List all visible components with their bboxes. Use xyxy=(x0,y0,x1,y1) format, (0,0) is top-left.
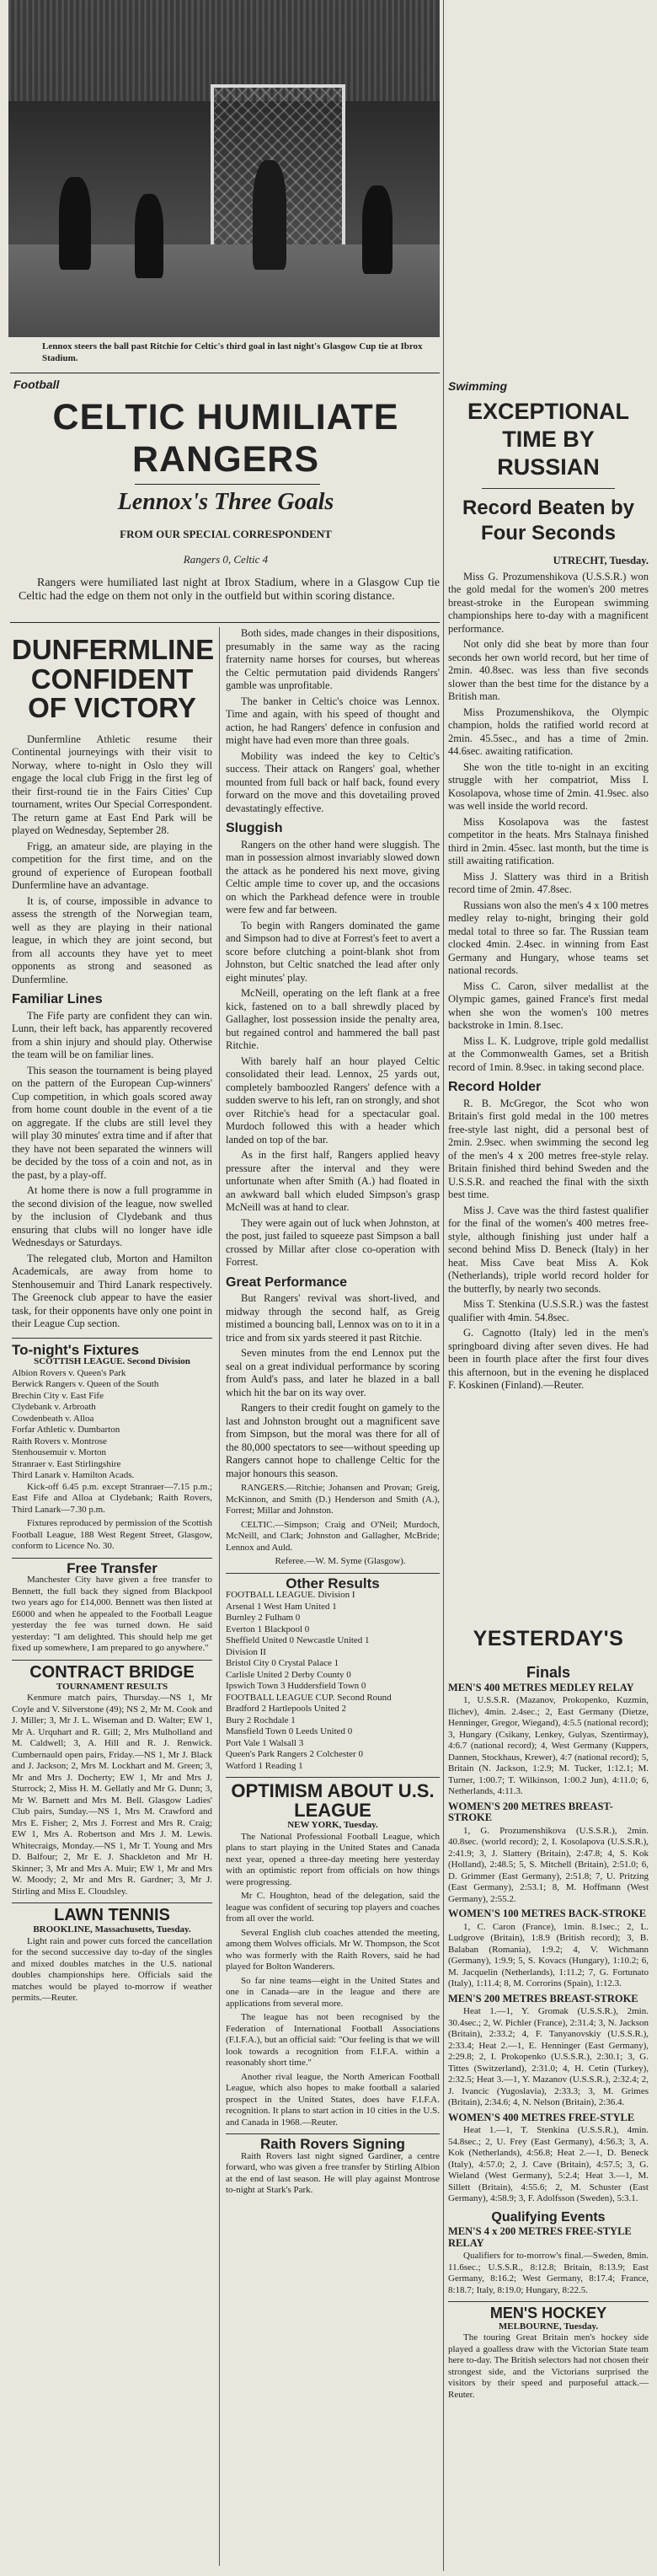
match-photo-block xyxy=(8,0,440,369)
celtic-byline: FROM OUR SPECIAL CORRESPONDENT xyxy=(120,528,332,540)
celtic-headline: CELTIC HUMILIATE RANGERS xyxy=(52,397,399,480)
great-performance-head: Great Performance xyxy=(226,1275,348,1290)
optimism-block: OPTIMISM ABOUT U.S. LEAGUE NEW YORK, Tuesday. The National Professional Football League, which plans to start playing in the United States and Canada next year, opened a three-day meeting here yesterday with an optimistic report from officials on how things were progressing. Mr C. Houghton, head of the delegation, said the league was confident of securing top players and coaches from all over the world. Several English club coaches attended the meeting, among them Wolves officials. Mr W. Thompson, the Scot who was formerly with the Raith Rovers, said he had played for Bolton Wanderers. So far nine teams—eight in the United States and one in Canada—are in the league and there are applications from several more. The league has not been recognised by the Federation of International Football Associations (F.I.F.A.), but an official said: "Our feeling is that we will look towards a recognition from F.I.F.A. within a reasonably short time." Another rival league, the North American Football League, which also hopes to make football a salaried prospect in the United States, does have F.I.F.A. recognition. It plans to start action in 10 cities in the U.S. and Canada in 1968.—Reuter. xyxy=(226,1777,440,2128)
swimming-headline: EXCEPTIONAL TIME BY RUSSIAN xyxy=(467,399,630,480)
celtic-score: Rangers 0, Celtic 4 xyxy=(183,553,269,566)
yesterdays-results: Finals MEN'S 400 METRES MEDLEY RELAY 1, U.S.S.R. (Mazanov, Prokopenko, Kuzmin, Ilichev), 4min. 2.4sec.; 2, East Germany (Dietze, Henninger, Gregor, Wiegand), 4:5.5 (national record); 3, Hungary (Csikany, Lenkey, Gulyas, Szentirmay), 4:6.7 (national record); 4, West Germany (Kuppers, Dannen, Stockhaus, Krewer), 4:7 (national record); 5, Britain (N. Jackson, 1:2.9; M. Tucker, 1:12.1; M. Turner, 1:00.7; T. Wilkinson, 1:00.2 Jun), 4:11.0; 6, Netherlands, 4:11.3. WOMEN'S 200 METRES BREAST-STROKE 1, G. Prozumenshikova (U.S.S.R.), 2min. 40.8sec. (world record); 2, I. Kosolapova (U.S.S.R.), 2:41.9; 3, J. Slattery (Britain), 2:47.8; 4, S. Kok (Holland), 2:48.5; 5, S. Mitchell (Britain), 2:51.0; 6, D. Grimmer (East Germany), 2:51.8; 7, U. Pritzing (East Germany), 2:53.1; 8, M. Hoffmann (West Germany), 2:55.2. WOMEN'S 100 METRES BACK-STROKE 1, C. Caron (France), 1min. 8.1sec.; 2, L. Ludgrove (Britain), 1:8.9 (British record); 3, B. Balaban (Romania), 1:9.2; 4, V. Wichmann (Germany), 1:9.9; 5, S. Kovacs (Hungary), 1:10.2; 6, M. Jacquelin (Netherlands), 1:11.2; 7, G. Fortunato (Italy), 1:11.4; 8, M. Corrorins (Spain), 1:12.3. MEN'S 200 METRES BREAST-STROKE Heat 1.—1, Y. Gromak (U.S.S.R.), 2min. 30.4sec.; 2, W. Pichler (France), 2:31.4; 3, N. Jackson (Britain), 2:33.2; 4, F. Tanyanovskiy (U.S.S.R.), 2:33.4; Heat 2.—1, E. Henninger (East Germany), 2:29.8; 2, I. Prokopenko (U.S.S.R.), 2:30.1; 3, G. Tittes (Switzerland), 2:31.0; 4, H. Cetin (Turkey), 2:32.5; Heat 3.—1, Y. Mazanov (U.S.S.R.), 2:32.4; 2, J. Ivancic (Yugoslavia), 2:33.3; 3, M. Grimes (Britain), 2:34.6; 4, N. Nelson (Britain), 2:36.4. WOMEN'S 400 METRES FREE-STYLE Heat 1.—1, T. Stenkina (U.S.S.R.), 4min. 54.8sec.; 2, U. Frey (East Germany), 4:56.3; 3, A. Kok (Netherlands), 4:56.8; Heat 2.—1, D. Beneck (Italy), 4:57.0; 2, J. Cave (Britain), 4:57.5; 3, G. Wieland (West Germany), 5:2.4; Heat 3.—1, M. Sillett (Britain), 4:55.6; 2, M. Schuster (East Germany), 4:58.9; 3, F. Adolfsson (Sweden), 5:3.1. Qualifying Events MEN'S 4 x 200 METRES FREE-STYLE RELAY Qualifiers for to-morrow's final.—Sweden, 8min. 11.6sec.; U.S.S.R., 8:12.8; Britain, 8:13.9; East Germany, 8:16.2; West Germany, 8:17.4; France, 8:18.7; Italy, 8:19.0; Hungary, 8:22.5. MEN'S HOCKEY MELBOURNE, Tuesday. The touring Great Britain men's hockey side played a goalless draw with the Victorian State team here to-day. The British selectors had not chosen their strongest side, and the Victorians surprised the visitors by their speed and purposeful attack.—Reuter. xyxy=(448,1664,649,2400)
tennis-block: LAWN TENNIS BROOKLINE, Massachusetts, Tuesday. Light rain and power cuts forced the cancellation for the second successive day to-day of the singles and mixed doubles matches in the U.S. national doubles championships here. Officials said the matches would be played to-morrow if weather permits.—Reuter. xyxy=(12,1902,212,2004)
celtic-subhead: Lennox's Three Goals xyxy=(117,489,334,515)
section-tag-football: Football xyxy=(13,378,60,391)
column-middle: Both sides, made changes in their dispositions, presumably in the same way as the racing fraternity name horses for courses, but whereas the Celtic permutation paid dividends Rangers' gamble was unprofitable. The banker in Celtic's choice was Lennox. Time and again, with his speed of thought and action, he had Rangers' defence in confusion and might have had even more than three goals. Mobility was indeed the key to Celtic's success. Their attack on Rangers' goal, whether mounted from full back or half back, found every forward on the move and this dovetailing proved devastatingly effective. Sluggish Rangers on the other hand were sluggish. The man in possession almost invariably slowed down the attack as he pondered his next move, giving Celtic ample time to cover up, and the occasions on which the Parkhead defence were in trouble were few and far between. To begin with Rangers dominated the game and Simpson had to dive at Forrest's feet to avert a score before clutching a point-blank shot from Johnston, but Celtic snatched the lead after only eight minutes' play. McNeill, operating on the left flank at a free kick, fastened on to a ball shrewdly placed by Gallagher, lost possession inside the penalty area, but regained control and hammered the ball past Ritchie. With barely half an hour played Celtic consolidated their lead. Lennox, 25 yards out, completely bamboozled Rangers' defence with a sudden swerve to his left, ran on strongly, and shot over Ritchie's head for a spectacular goal. Murdoch followed this with a header which landed on top of the bar. As in the first half, Rangers applied heavy pressure after the interval and they were unfortunate when after Smith (A.) had floated in an awkward ball which eluded Simpson's grasp McNeill was at hand to clear. They were again out of luck when Johnston, at the post, just failed to squeeze past Simpson a ball crossed by Millar after close co-operation with Forrest. Great Performance But Rangers' revival was short-lived, and midway through the second half, as Greig mistimed a bouncing ball, Lennox was on to it in a trice and from six yards steered it past Ritchie. Seven minutes from the end Lennox put the seal on a great individual performance by scoring from Auld's pass, and later he blazed in a ball which hit the bar on its way over. Rangers to their credit fought on gamely to the last and Johnston brought out a magnificent save from Simpson, but the moral was there for all of the 80,000 spectators to see—without speeding up Rangers cannot hope to challenge Celtic for the major honours this season. RANGERS.—Ritchie; Johansen and Provan; Greig, McKinnon, and Smith (D.) Henderson and Smith (A.), Forrest; Millar and Johnston. CELTIC.—Simpson; Craig and O'Neil; Murdoch, McNeill, and Clark; Johnston and Gallagher, McBride; Lennox and Auld. Referee.—W. M. Syme (Glasgow). Other Results FOOTBALL LEAGUE. Division I Arsenal 1 West Ham United 1 Burnley 2 Fulham 0 Everton 1 Blackpool 0 Sheffield United 0 Newcastle United 1 Division II Bristol City 0 Crystal Palace 1 Carlisle United 2 Derby County 0 Ipswich Town 3 Huddersfield Town 0 FOOTBALL LEAGUE CUP. Second Round Bradford 2 Hartlepools United 2 Bury 2 Rochdale 1 Mansfield Town 0 Leeds United 0 Port Vale 1 Walsall 3 Queen's Park Rangers 2 Colchester 0 Watford 1 Reading 1 OPTIMISM ABOUT U.S. LEAGUE NEW YORK, Tuesday. The National Professional Football League, which plans to start playing in the United States and Canada next year, opened a three-day meeting here yesterday with an optimistic report from officials on how things were progressing. Mr C. Houghton, head of the delegation, said the league was confident of securing top players and coaches from all over the world. Several English club coaches attended the meeting, among them Wolves officials. Mr W. Thompson, the Scot who was formerly with the Raith Rovers, said he had played for Bolton Wanderers. So far nine teams—eight in the United States and one in Canada—are in the league and there are applications from several more. The league has not been recognised by the Federation of International Football Associations (F.I.F.A.), but an official said: "Our feeling is that we will look towards a recognition from F.I.F.A. within a reasonably short time." Another rival league, the North American Football League, which also hopes to make football a salaried prospect in the United States, does have F.I.F.A. recognition. It plans to start action in 10 cities in the U.S. and Canada in 1968.—Reuter. Raith Rovers Signing Raith Rovers last night signed Gardiner, a centre forward, who was given a free transfer by Stirling Albion at the end of last season. He will play against Montrose to-night at Stark's Park. xyxy=(226,627,440,2196)
section-tag-swimming: Swimming xyxy=(448,379,508,393)
raith-block: Raith Rovers Signing Raith Rovers last night signed Gardiner, a centre forward, who was given a free transfer by Stirling Albion at the end of last season. He will play against Montrose to-night at Stark's Park. xyxy=(226,2133,440,2197)
yesterdays-headline: YESTERDAY'S xyxy=(473,1627,624,1650)
swimming-block: Swimming EXCEPTIONAL TIME BY RUSSIAN Record Beaten by Four Seconds UTRECHT, Tuesday. Miss G. Prozumenshikova (U.S.S.R.) won the gold medal for the women's 200 metres breast-stroke in the European swimming championships here to-day with a magnificent performance. Not only did she beat by more than four seconds her own world record, but her time of 2min. 40.8sec. was less than five seconds slower than the best time for the distance by a British man. Miss Prozumenshikova, the Olympic champion, holds the ratified world record at 2min. 45.5sec., and has a time of 2min. 44.6sec. awaiting ratification. She won the title to-night in an exciting struggle with her compatriot, Miss I. Kosolapova, whose time of 2min. 41.9sec. also was well inside the world record. Miss Kosolapova was the fastest competitor in the heats. Mrs Stalnaya finished third in 2min. 45sec. last month, but the time is still awaiting ratification. Miss J. Slattery was third in a British record time of 2min. 47.8sec. Russians won also the men's 4 x 100 metres medley relay to-night, bringing their gold medal total to three so far. The Russian team clocked 4min. 2.4sec. in winning from East Germany and Hungary, whose teams set national records. Miss C. Caron, silver medallist at the Olympic games, gained France's first medal when she won the women's 100 metres backstroke in 1min. 8.1sec. Miss L. K. Ludgrove, triple gold medallist at the Commonwealth Games, set a British record of 1min. 8.9sec. in taking second place. Record Holder R. B. McGregor, the Scot who won Britain's first gold medal in the 100 metres free-style last night, did a personal best of 2min. 2.9sec. when swimming the second leg of the men's 4 x 200 metres free-style relay. Britain finished third behind Sweden and the U.S.S.R. and reached the final with the sixth best time. Miss J. Cave was the third fastest qualifier for the final of the women's 400 metres free-style, although finishing just under half a second behind Miss D. Beneck (Italy) in her heat. Miss Cave beat Miss A. Kok (Netherlands), triple world record holder for the butterfly, by nearly two seconds. Miss T. Stenkina (U.S.S.R.) was the fastest qualifier with 4min. 54.8sec. G. Cagnotto (Italy) led in the men's springboard diving after seven dives. He had been in fourth place after the first four dives this afternoon, but in the evening he displaced F. Koskinen (Finland).—Reuter. xyxy=(448,379,649,1391)
dunfermline-headline: DUNFERMLINE CONFIDENT OF VICTORY xyxy=(12,634,215,724)
other-results-block: Other Results FOOTBALL LEAGUE. Division I Arsenal 1 West Ham United 1 Burnley 2 Fulham 0 Everton 1 Blackpool 0 Sheffield United 0 Newcastle United 1 Division II Bristol City 0 Crystal Palace 1 Carlisle United 2 Derby County 0 Ipswich Town 3 Huddersfield Town 0 FOOTBALL LEAGUE CUP. Second Round Bradford 2 Hartlepools United 2 Bury 2 Rochdale 1 Mansfield Town 0 Leeds United 0 Port Vale 1 Walsall 3 Queen's Park Rangers 2 Colchester 0 Watford 1 Reading 1 xyxy=(226,1573,440,1773)
photo-caption: Lennox steers the ball past Ritchie for Celtic's third goal in last night's Glasgow Cup tie at Ibrox Stadium. xyxy=(42,341,423,363)
record-holder-head: Record Holder xyxy=(448,1080,542,1094)
sluggish-head: Sluggish xyxy=(226,821,283,835)
bridge-block: CONTRACT BRIDGE TOURNAMENT RESULTS Kenmure match pairs, Thursday.—NS 1, Mr Coyle and V. Silverstone (49); NS 2, Mr M. Cook and J. Miller; 3, Mr J. L. Wiseman and D. Walter; EW 1, Mr A. Urquhart and R. Gill; 2, Mrs Mulholland and M. Caldwell; 3, A. Hill and R. J. Renwick. Cumbernauld open pairs, Friday.—NS 1, Mr J. Black and J. Jackson; 2, Mrs M. Lockhart and M. Green; 3, Mr and Mrs J. Docherty; EW 1, Mr and Mrs J. Sturrock; 2, Miss H. M. Gellatly and Mr G. Dunn; 3, Mr W. Barnett and Mrs M. Bell. Glasgow Ladies' Club pairs, Sunday.—NS 1, Mrs M. Crawford and Mrs E. Fisher; 2, Mrs J. Forrest and Mrs R. Craig; EW 1, Mrs A. Robertson and Mrs J. M. Lewis. Whitecraigs, Monday.—NS 1, Mr T. Young and Mrs D. Balfour; 2, Mr E. J. Shackleton and Mr H. Skinner; 3, Mr and Mrs A. Muir; EW 1, Mr and Mrs W. Moody; 2, Mr and Mrs R. Gardner; 3, Mr J. Stirling and Miss E. Cloudsley. xyxy=(12,1660,212,1898)
swimming-subhead: Record Beaten by Four Seconds xyxy=(462,496,635,545)
celtic-lead: Rangers were humiliated last night at Ibrox Stadium, where in a Glasgow Cup tie Celtic had the edge on them not only in the outfield but within scoring distance. xyxy=(19,577,440,603)
match-photo xyxy=(8,0,440,337)
free-transfer-block: Free Transfer Manchester City have given a free transfer to Bennett, the full back they signed from Blackpool two years ago for £14,000. Bennett was then listed at £6000 and when he appealed to the Football League yesterday the fee was turned down. He said yesterday: "I am delighted. This should help me get fixed up somewhere, I am prepared to go anywhere." xyxy=(12,1558,212,1655)
column-left: DUNFERMLINE CONFIDENT OF VICTORY Dunfermline Athletic resume their Continental journeyings with their visit to Norway, where to-night in Oslo they will engage the local club Frigg in the first leg of their first-round tie in the Fairs Cities' Cup tournament, writes Our Special Correspondent. The return game at East End Park will be played on Wednesday, September 28. Frigg, an amateur side, are playing in the competition for the first time, and on the ground of experience of European football Dunfermline have an advantage. It is, of course, impossible in advance to assess the strength of the Norwegian team, well as they are playing in their national league, in which they are joint second, but from all accounts they have yet to meet opponents as strong and seasoned as Dunfermline. Familiar Lines The Fife party are confident they can win. Lunn, their left back, has apparently recovered from a shin injury and should play. Otherwise the team will be on familiar lines. This season the tournament is being played on the pattern of the European Cup-winners' Cup competition, in which goals scored away from home count double in the event of a tie on aggregate. If the clubs are still level they will play 30 minutes' extra time and if after that they have not been separated the winners will be decided by the toss of a coin and not, as in the past, by a play-off. At home there is now a full programme in the second division of the league, now swelled by the inclusion of Clydebank and thus ensuring that clubs will no longer have idle Wednesdays or Saturdays. The relegated club, Morton and Hamilton Academicals, are away from home to Stenhousemuir and Third Lanark respectively. The Greenock club appear to have the easier task, for their opponents have only one point in their League Cup section. To-night's Fixtures SCOTTISH LEAGUE. Second Division Albion Rovers v. Queen's Park Berwick Rangers v. Queen of the South Brechin City v. East Fife Clydebank v. Arbroath Cowdenbeath v. Alloa Forfar Athletic v. Dumbarton Raith Rovers v. Montrose Stenhousemuir v. Morton Stranraer v. East Stirlingshire Third Lanark v. Hamilton Acads. Kick-off 6.45 p.m. except Stranraer—7.15 p.m.; East Fife and Alloa at Clydebank; Raith Rovers, Third Lanark—7.30 p.m. Fixtures reproduced by permission of the Scottish Football League, 188 West Regent Street, Glasgow, conform to Licence No. 30. Free Transfer Manchester City have given a free transfer to Bennett, the full back they signed from Blackpool two years ago for £14,000. Bennett was then listed at £6000 and when he appealed to the Football League yesterday the fee was turned down. He said yesterday: "I am delighted. This should help me get fixed up somewhere, I am prepared to go anywhere." CONTRACT BRIDGE TOURNAMENT RESULTS Kenmure match pairs, Thursday.—NS 1, Mr Coyle and V. Silverstone (49); NS 2, Mr M. Cook and J. Miller; 3, Mr J. L. Wiseman and D. Walter; EW 1, Mr A. Urquhart and R. Gill; 2, Mrs Mulholland and M. Caldwell; 3, A. Hill and R. J. Renwick. Cumbernauld open pairs, Friday.—NS 1, Mr J. Black and J. Jackson; 2, Mrs M. Lockhart and M. Green; 3, Mr and Mrs J. Docherty; EW 1, Mr and Mrs J. Sturrock; 2, Miss H. M. Gellatly and Mr G. Dunn; 3, Mr W. Barnett and Mrs M. Bell. Glasgow Ladies' Club pairs, Sunday.—NS 1, Mrs M. Crawford and Mrs E. Fisher; 2, Mrs J. Forrest and Mrs R. Craig; EW 1, Mrs A. Robertson and Mrs J. M. Lewis. Whitecraigs, Monday.—NS 1, Mr T. Young and Mrs D. Balfour; 2, Mr E. J. Shackleton and Mr H. Skinner; 3, Mr and Mrs A. Muir; EW 1, Mr and Mrs W. Moody; 2, Mr and Mrs R. Gardner; 3, Mr J. Stirling and Miss E. Cloudsley. LAWN TENNIS BROOKLINE, Massachusetts, Tuesday. Light rain and power cuts forced the cancellation for the second successive day to-day of the singles and mixed doubles matches in the U.S. national doubles championships here. Officials said the matches would be played to-morrow if weather permits.—Reuter. xyxy=(12,634,215,2004)
fixtures-block: To-night's Fixtures SCOTTISH LEAGUE. Second Division Albion Rovers v. Queen's Park Berwick Rangers v. Queen of the South Brechin City v. East Fife Clydebank v. Arbroath Cowdenbeath v. Alloa Forfar Athletic v. Dumbarton Raith Rovers v. Montrose Stenhousemuir v. Morton Stranraer v. East Stirlingshire Third Lanark v. Hamilton Acads. Kick-off 6.45 p.m. except Stranraer—7.15 p.m.; East Fife and Alloa at Clydebank; Raith Rovers, Third Lanark—7.30 p.m. Fixtures reproduced by permission of the Scottish Football League, 188 West Regent Street, Glasgow, conform to Licence No. 30. xyxy=(12,1338,212,1553)
familiar-lines-head: Familiar Lines xyxy=(12,992,103,1007)
hockey-block: MEN'S HOCKEY MELBOURNE, Tuesday. The touring Great Britain men's hockey side played a goalless draw with the Victorian State team here to-day. The British selectors had not chosen their strongest side, and the Victorians surprised the visitors by their speed and purposeful attack.—Reuter. xyxy=(448,2301,649,2401)
